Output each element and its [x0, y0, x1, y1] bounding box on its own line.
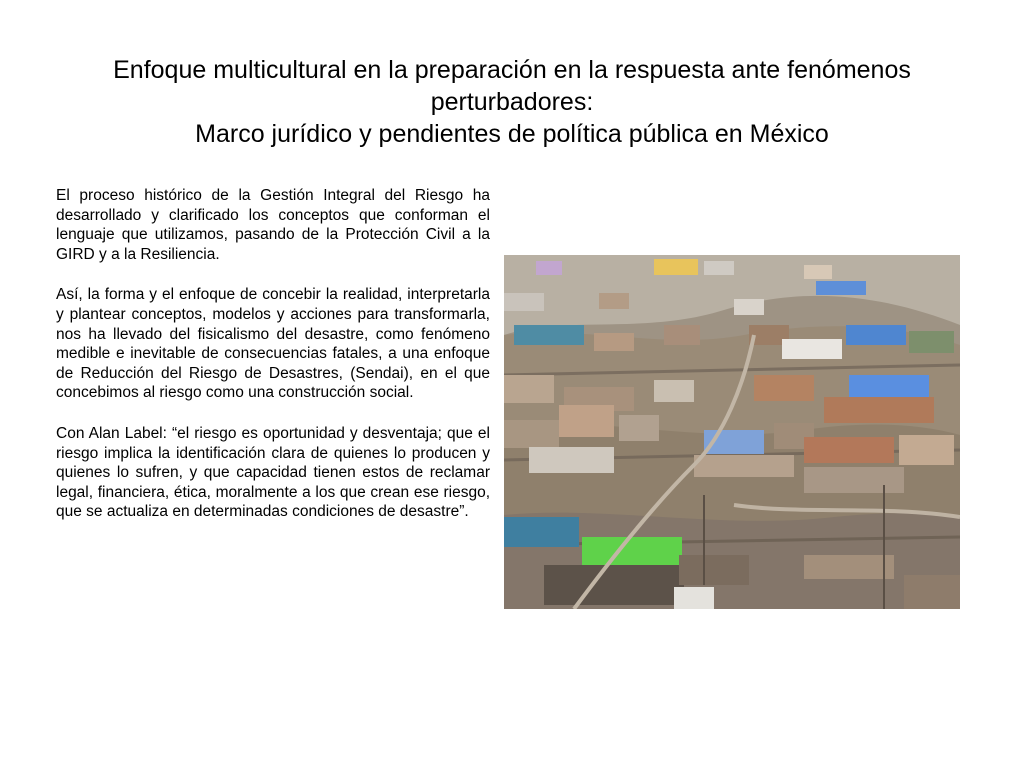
hillside-settlement-photo [504, 255, 960, 609]
title-line-1: Enfoque multicultural en la preparación en la respuesta ante fenómenos [113, 56, 911, 84]
paragraph-2: Así, la forma y el enfoque de concebir la realidad, interpretarla y plantear conceptos, modelos y acciones para transformarla, nos ha llevado del fisicalismo del desastre, como fenómeno medible e inevitable de consecuencias fatales, a una enfoque de Reducción del Riesgo de Desastres, (Sendai), en el que concebimos al riesgo como una construcción social. [56, 286, 490, 402]
paragraph-3: Con Alan Label: “el riesgo es oportunidad y desventaja; que el riesgo implica la identificación clara de quienes lo producen y quienes lo sufren, y que capacidad tienen estos de reclamar legal, financiera, ética, moralmente a los que crean ese riesgo, que se actualiza en determinadas condiciones de desastre”. [56, 424, 490, 521]
title-line-3: Marco jurídico y pendientes de política pública en México [195, 120, 829, 148]
title-line-2: perturbadores: [430, 88, 594, 116]
paragraph-1: El proceso histórico de la Gestión Integral del Riesgo ha desarrollado y clarificado los conceptos que conforman el lenguaje que utilizamos, pasando de la Protección Civil a la GIRD y a la Resiliencia. [56, 187, 490, 263]
hillside-illustration [504, 255, 960, 609]
body-text [56, 186, 490, 543]
slide-title [80, 54, 944, 150]
